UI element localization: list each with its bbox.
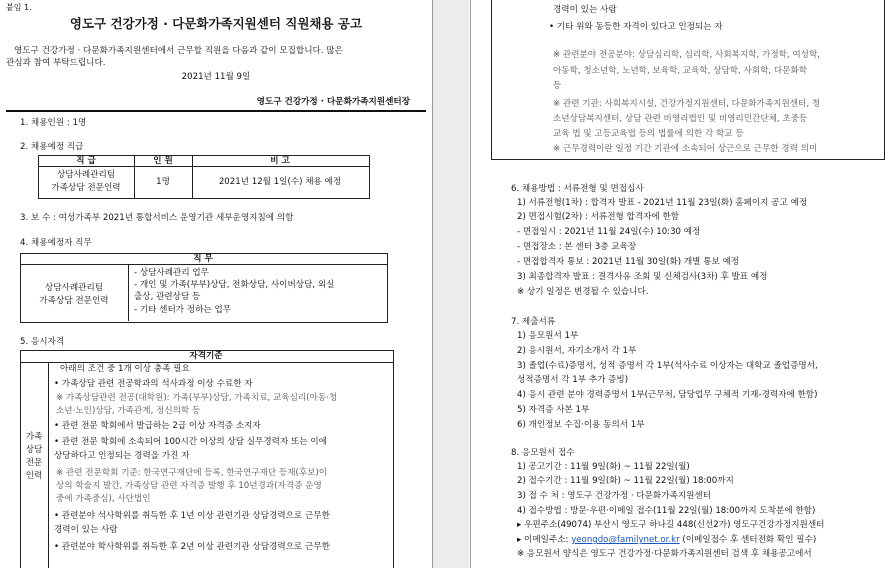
selection-line: - 면접장소 : 본 센터 3층 교육장 — [517, 242, 637, 252]
document-line: 4) 응시 관련 분야 경력증명서 1부(근무처, 담당업무 구체적 기재-경력자에 한함) — [517, 390, 818, 400]
section-hiring-count: 1. 채용인원 : 1명 — [20, 118, 87, 128]
qualification-side-label: 상담 — [25, 445, 43, 455]
continued-line: • 기타 위와 동등한 자격이 있다고 인정되는 자 — [549, 22, 723, 32]
table-cell-count: 1명 — [156, 177, 170, 187]
qualification-line: • 관련 전문 학회에서 발급하는 2급 이상 자격증 소지자 — [54, 421, 261, 431]
qualification-line: • 관련 전문 학회에 소속되어 100시간 이상의 상담 실무경력자 또는 이에 — [54, 437, 327, 447]
selection-line: 3) 최종합격자 발표 : 결격사유 조회 및 신체검사(3차) 후 발표 예정 — [517, 272, 768, 282]
duty-line: 출상, 관련상담 등 — [134, 292, 201, 302]
document-line: 3) 졸업(수료)증명서, 성적 증명서 각 1부(석사수료 이상자는 대학교 졸업증명서, — [517, 361, 818, 371]
table-header-note: 비 고 — [270, 156, 290, 166]
duties-role: 가족상담 전문인력 — [39, 296, 109, 306]
duties-team: 상담사례관리팀 — [44, 283, 104, 293]
qualification-header: 자격기준 — [189, 351, 223, 361]
duty-line: - 개인 및 가족(부부)상담, 전화상담, 사이버상담, 외실 — [134, 280, 335, 290]
continued-line: 등 — [553, 81, 562, 91]
qualification-line: 상의 학술지 발간, 가족상담 관련 자격증 발행 후 10년경과(자격증 운영 — [56, 481, 322, 491]
table-cell-note: 2021년 12월 1일(수) 채용 예정 — [218, 177, 342, 187]
table-header-grade: 직 급 — [76, 156, 96, 166]
section-position: 2. 채용예정 직급 — [20, 142, 84, 152]
section-selection: 6. 채용방법 : 서류전형 및 면접심사 — [511, 184, 644, 194]
continued-line: ※ 관련분야 전공분야: 상담심리학, 심리학, 사회복지학, 가정학, 여성학, — [553, 50, 821, 60]
qualification-line: 소년·노인)상담, 가족관계, 정신의학 등 — [56, 406, 201, 416]
qualification-line: 아래의 조건 중 1개 이상 충족 필요 — [60, 364, 190, 374]
qualification-side-label: 인력 — [25, 471, 43, 481]
organization-name: 영도구 건강가정 · 다문화가족지원센터장 — [256, 97, 410, 107]
qualification-line: ※ 가족상담관련 전공(대학원): 가족(부부)상담, 가족치료, 교육심리(아동·청 — [56, 393, 338, 403]
qualification-line: 상당하다고 인정되는 경력을 가진 자 — [54, 451, 190, 461]
qualification-line: ※ 관련 전문학회 기준: 한국연구재단에 등록, 한국연구재단 등재(후보)이 — [56, 468, 328, 478]
email-link[interactable]: yeongdo@familynet.or.kr — [571, 535, 680, 545]
application-line: ※ 응모원서 양식은 영도구 건강가정·다문화가족지원센터 검색 후 채용공고에서 — [517, 549, 812, 559]
qualification-line: • 가족상담 관련 전공학과의 석사과정 이상 수료한 자 — [54, 379, 253, 389]
section-salary: 3. 보 수 : 여성가족부 2021년 통합서비스 운영기관 세부운영지침에 의함 — [20, 213, 294, 223]
continued-line: 교육 법 및 고등교육법 등의 법률에 의한 각 학교 등 — [553, 129, 744, 139]
qualification-line: 중에 가족중심), 사단법인 — [56, 494, 151, 504]
application-line: 1) 공고기간 : 11월 9일(화) ~ 11월 22일(월) — [517, 462, 690, 472]
qualification-line: 경력이 있는 사람 — [54, 525, 118, 535]
table-cell-team: 상담사례관리팀 — [56, 170, 116, 180]
section-documents: 7. 제출서류 — [511, 317, 556, 327]
intro-line-1: 영도구 건강가정 · 다문화가족지원센터에서 근무할 직원을 다음과 같이 모집합니다. 많은 — [14, 46, 343, 56]
document-line: 5) 자격증 사본 1부 — [517, 405, 590, 415]
selection-line: 1) 서류전형(1차) : 합격자 발표 - 2021년 11월 23일(화) 홈페이지 공고 예정 — [517, 198, 808, 208]
application-line: 3) 접 수 처 : 영도구 건강가정 · 다문화가족지원센터 — [517, 491, 712, 501]
continued-line: ※ 관련 기관: 사회복지시설, 건강가정지원센터, 다문화가족지원센터, 청 — [553, 99, 821, 109]
selection-line: - 면접합격자 통보 : 2021년 11월 30일(화) 개별 통보 예정 — [517, 257, 740, 267]
divider — [6, 110, 426, 112]
selection-line: 2) 면접시험(2차) : 서류전형 합격자에 한함 — [517, 212, 680, 222]
continued-line: 경력이 있는 사람 — [553, 5, 617, 15]
duty-line: - 기타 센터가 정하는 업무 — [134, 305, 232, 315]
email-line: ▸ 이메일주소: yeongdo@familynet.or.kr (이메일접수 후 센터전화 확인 필수) — [517, 535, 817, 545]
application-line: 4) 접수방법 : 방문·우편·이메일 접수(11월 22일(월) 18:00까지 도착분에 한함) — [517, 506, 816, 516]
table-cell-role: 가족상담 전문인력 — [51, 183, 121, 193]
duties-header: 직 무 — [193, 254, 213, 264]
selection-line: ※ 상기 일정은 변경될 수 있습니다. — [517, 287, 649, 297]
section-duties: 4. 채용예정자 직무 — [20, 238, 92, 248]
application-line: 2) 접수기간 : 11월 9일(화) ~ 11월 22일(월) 18:00까지 — [517, 476, 734, 486]
document-line: 성적증명서 각 1부 추가 증빙) — [517, 375, 629, 385]
qualification-side-label: 가족 — [25, 432, 43, 442]
qualification-line: • 관련분야 석사학위를 취득한 후 1년 이상 관련기관 상담경력으로 근무한 — [54, 511, 330, 521]
continued-line: 아동학, 청소년학, 노년학, 보육학, 교육학, 상담학, 사회학, 다문화학 — [553, 66, 808, 76]
document-line: 2) 응시원서, 자기소개서 각 1부 — [517, 346, 637, 356]
table-header-count: 인 원 — [153, 156, 173, 166]
qualification-line: • 관련분야 학사학위를 취득한 후 2년 이상 관련기관 상담경력으로 근무한 — [54, 542, 330, 552]
section-qualification: 5. 응시자격 — [20, 337, 65, 347]
document-line: 1) 응모원서 1부 — [517, 331, 579, 341]
continued-line: 소년상담복지센터, 상담 관련 비영리법인 및 비영리민간단체, 초중등 — [553, 114, 808, 124]
attachment-label: 붙임 1. — [6, 3, 32, 12]
continued-line: ※ 근무경력이란 일정 기간 기관에 소속되어 상근으로 근무한 경력 의미 — [553, 144, 818, 154]
notice-date: 2021년 11월 9일 — [181, 72, 251, 82]
selection-line: - 면접일시 : 2021년 11월 24일(수) 10:30 예정 — [517, 227, 701, 237]
section-application: 8. 응모원서 접수 — [511, 448, 575, 458]
application-line: ▸ 우편주소(49074) 부산시 영도구 하나길 448(신선2가) 영도구건강가정지원센터 — [517, 520, 825, 530]
right-page — [470, 0, 892, 568]
qualification-side-label: 전문 — [25, 458, 43, 468]
left-page — [0, 0, 433, 568]
duty-line: - 상담사례관리 업무 — [134, 268, 209, 278]
page-gutter — [433, 0, 469, 568]
document-line: 6) 개인정보 수집·이용 동의서 1부 — [517, 420, 645, 430]
page-title: 영도구 건강가정 · 다문화가족지원센터 직원채용 공고 — [69, 16, 363, 31]
intro-line-2: 관심과 참여 부탁드립니다. — [6, 58, 106, 68]
